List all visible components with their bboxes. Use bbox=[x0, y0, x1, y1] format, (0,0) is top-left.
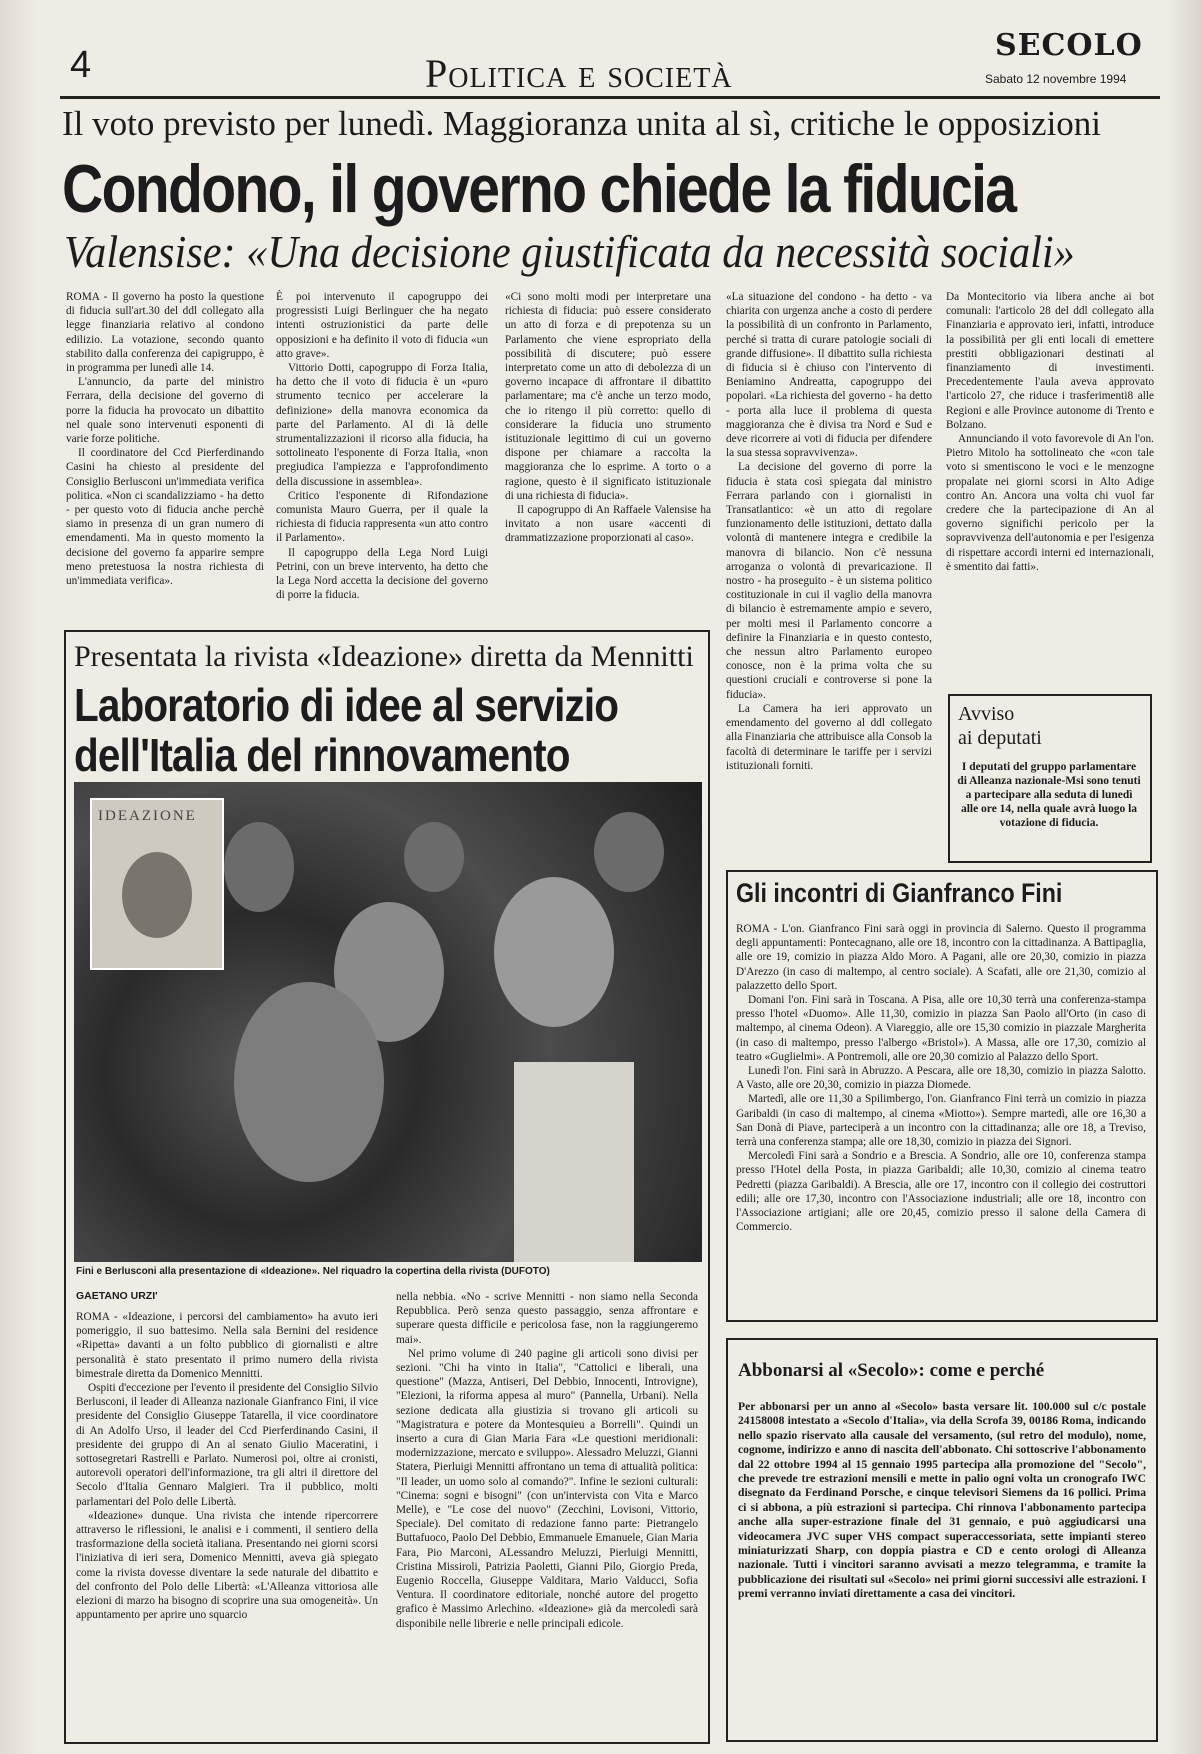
magazine-cover-inset bbox=[90, 798, 224, 970]
abbonarsi-title: Abbonarsi al «Secolo»: come e perché bbox=[738, 1360, 1045, 1381]
avviso-title-line1: Avviso bbox=[958, 703, 1015, 725]
masthead-rule bbox=[60, 96, 1160, 99]
paragraph: L'annuncio, da parte del ministro Ferrara, della decisione del governo di porre la fiducia ha provocato un dibattito nel quale sono intervenuti esponenti di varie forze politiche. bbox=[66, 376, 264, 446]
ideazione-kicker: Presentata la rivista «Ideazione» diretta da Mennitti bbox=[74, 640, 694, 673]
lead-subheadline: Valensise: «Una decisione giustificata da necessità sociali» bbox=[64, 226, 1075, 277]
event-photo bbox=[74, 782, 702, 1262]
fini-text bbox=[736, 922, 1146, 1312]
issue-date: Sabato 12 novembre 1994 bbox=[985, 72, 1127, 86]
paragraph: È poi intervenuto il capogruppo dei progressisti Luigi Berlinguer che ha negato intenti ostruzionistici da parte delle opposizioni e ha definito il voto di fiducia «un atto grave». bbox=[276, 291, 488, 360]
paragraph: Lunedì l'on. Fini sarà in Abruzzo. A Pescara, alle ore 18,30, comizio in piazza Salotto. A Vasto, alle ore 20,30, comizio in piazza Diomede. bbox=[736, 1065, 1146, 1092]
lead-column-2 bbox=[276, 290, 488, 620]
paragraph: Annunciando il voto favorevole di An l'on. Pietro Mitolo ha sottolineato che «con tale voto si smentiscono le voci e le menzogne propalate nei giorni scorsi in Alto Adige contro An. Ancora una volta chi vuol far credere che la partecipazione di An al governo significhi pericolo per la sopravvivenza dell'autonomia e per l'esigenza di rispettare accordi interni ed internazionali, è smentito dai fatti». bbox=[946, 433, 1154, 573]
lead-kicker: Il voto previsto per lunedì. Maggioranza unita al sì, critiche le opposizioni bbox=[62, 104, 1102, 143]
newspaper-logo: SECOLO bbox=[995, 28, 1143, 63]
paragraph: Da Montecitorio via libera anche ai bot comunali: l'articolo 28 del ddl collegato alla Finanziaria e approvato ieri, infatti, introduce la possibilità per gli enti locali di emettere prestiti obbligazionari destinati al finanziamento di investimenti. Precedentemente l'aula aveva approvato l'articolo 27, che riduce i trasferimenti8 alle Regioni e alle Province autonome di Trento e Bolzano. bbox=[946, 291, 1154, 431]
page-number: 4 bbox=[70, 44, 92, 86]
paragraph: Mercoledì Fini sarà a Sondrio e a Brescia. A Sondrio, alle ore 10, conferenza stampa presso l'Hotel della Posta, in piazza Garibaldi; alle 10,30, comizio al cinema teatro Pedretti (piazza Garibaldi). A Brescia, alle ore 17, incontro con il collegio dei costruttori edili; alle ore 17,30, incontro con l'Associazione industriali; alle ore 18, incontro con l'Associazione artigiani; alle ore 20,45, comizio presso il salone della Camera di Commercio. bbox=[736, 1150, 1146, 1234]
paragraph: nella nebbia. «No - scrive Mennitti - non siamo nella Seconda Repubblica. Però senza questo passaggio, senza affrontare e superare questa difficile e pericolosa fase, non la raggiungeremo mai». bbox=[396, 1291, 698, 1346]
paragraph: Critico l'esponente di Rifondazione comunista Mauro Guerra, per il quale la richiesta di fiducia rappresenta «un atto contro il Parlamento». bbox=[276, 489, 488, 545]
lead-column-5 bbox=[946, 290, 1154, 690]
paragraph: ROMA - L'on. Gianfranco Fini sarà oggi in provincia di Salerno. Questo il programma degli appuntamenti: Pontecagnano, alle ore 18, incontro con la cittadinanza. A Battipaglia, alle ore 19, comizio in piazza Aldo Moro. A Pagani, alle ore 20,30, comizio in piazza D'Arezzo (in caso di maltempo, al centro sociale). A Scafati, alle ore 21,30, comizio al palazzetto dello Sport. bbox=[736, 923, 1146, 992]
lead-column-1 bbox=[66, 290, 264, 620]
paragraph: Il coordinatore del Ccd Pierferdinando Casini ha chiesto al presidente del Consiglio Berlusconi un'immediata verifica politica. «Non ci scandalizziamo - ha detto - per questo voto di fiducia anche perchè siamo in presenza di un gran numero di emendamenti. Ma in questo momento la decisione del governo fa apparire sempre meno pretestuosa la nostra richiesta di un'immediata verifica». bbox=[66, 447, 264, 588]
paragraph: La Camera ha ieri approvato un emendamento del governo al ddl collegato alla Finanziaria che attribuisce alla Consob la facoltà di determinare le tariffe per i servizi istituzionali forniti. bbox=[726, 702, 932, 772]
paragraph: «La situazione del condono - ha detto - va chiarita con urgenza anche a costo di perdere la possibilità di un confronto in Parlamento, perché si tratta di curare patologie sociali di grande diffusione». Il dibattito sulla richiesta di fiducia si è chiuso con l'intervento di Beniamino Andreatta, capogruppo dei popolari. «La richiesta del governo - ha detto - porta alla luce il problema di questa maggioranza che è divisa tra Nord e Sud e deve ricorrere ai voti di fiducia per difendere la sua stessa sopravvivenza». bbox=[726, 291, 932, 460]
ideazione-byline: GAETANO URZI' bbox=[76, 1290, 158, 1302]
avviso-title-line2: ai deputati bbox=[958, 727, 1042, 749]
magazine-cover-title: IDEAZIONE bbox=[98, 808, 197, 824]
paragraph: «Ideazione» dunque. Una rivista che intende ripercorrere attraverso le riflessioni, le analisi e i commenti, il sentiero della trasformazione della società italiana. Presentando nei giorni scorsi l'iniziativa di ieri sera, Domenico Mennitti, aveva già spiegato come la rivista dovesse diventare la sede naturale del dibattito e del confronto del Polo delle Libertà: «L'Alleanza vittoriosa alle elezioni di marzo ha bisogno di scoprire una sua omogeneità». Un appuntamento per aprire uno squarcio bbox=[76, 1509, 378, 1622]
ideazione-headline-line1: Laboratorio di idee al servizio bbox=[74, 679, 619, 731]
abbonarsi-body: Per abbonarsi per un anno al «Secolo» basta versare lit. 100.000 sul c/c postale 24158008 intestato a «Secolo d'Italia», via della Scrofa 39, 00186 Roma, indicando nello spazio riservato alla causale del versamento, (sul retro del modulo), nome, cognome, indirizzo e anno di nascita dell'abbonato. Chi sottoscrive l'abbonamento dal 22 ottobre 1994 al 15 gennaio 1995 partecipa alla promozione del "Secolo", che prevede tre estrazioni mensili e mette in palio ogni volta un cronografo IWC disegnato da Ferdinand Porsche, e cinque televisori Siemens da 16 pollici. Prima ci si abbona, a più estrazioni si partecipa. Chi rinnova l'abbonamento partecipa anche alla super-estrazione finale del 31 gennaio, e può aggiudicarsi una videocamera JVC super VHS compact superaccessoriata, sette impianti stereo miniaturizzati Sharp, con doppia piastra e CD e cento orologi di Alleanza nazionale. Tutti i vincitori saranno avvisati a mezzo telegramma, e tramite la pubblicazione dei risultati sul «Secolo» nei primi giorni successivi alle estrazioni. I premi verranno inviati direttamente a casa dei vincitori. bbox=[738, 1400, 1146, 1601]
lead-column-3 bbox=[505, 290, 711, 620]
paragraph: La decisione del governo di porre la fiducia è stata così spiegata dal ministro Ferrara parlando con i giornalisti in Transatlantico: «è un atto di regolare funzionamento delle istituzioni, dettato dalla volontà di mantenere integra e credibile la manovra di bilancio. Non c'è nessuna arroganza o volontà di prevaricazione. Il nostro - ha proseguito - è un sistema politico costituzionale in cui il vaglio della manovra di bilancio è estremamente ampio e severo, per molti mesi il Parlamento concorre a definire la Finanziaria e in questo contesto, che nessun altro Parlamento europeo conosce, non è la prima volta che su questioni cruciali e controverse si pone la fiducia». bbox=[726, 461, 932, 701]
paragraph: Nel primo volume di 240 pagine gli articoli sono divisi per sezioni. "Chi ha vinto in Italia", "Cattolici e liberali, una questione" (Mazza, Antiseri, Del Debbio, Innocenti, Introvigne), "Elezioni, la riforma appesa al muro" (Pannella, Urbani). Nella sezione dedicata alla giustizia si trovano gli articoli su "Magistratura e potere da Montesquieu a Borrelli". Quindi un inserto a cura di Gian Maria Fara «Le questioni meridionali: modernizzazione, mercato e sviluppo». Alessadro Meluzzi, Gianni Statera, Pierluigi Mennitti affrontano un tema di attualità politica: "Il leader, un uomo solo al comando?". Infine le sezioni culturali: "Cinema: sogni e bisogni" (con un'intervista con Vita e Marco Melle), e "Le cose del nuovo" (Zecchini, Lovisoni, Vittorio, Speciale). Del comitato di redazione fanno parte: Pietrangelo Buttafuoco, Paolo Del Debbio, Emmanuele Emanuele, Gian Maria Fara, Pio Marconi, ALessandro Meluzzi, Pierluigi Mennitti, Cristina Missiroli, Patrizia Paoletti, Gianni Pilo, Giorgio Preda, Eugenio Roccella, Giuseppe Valditara, Mario Valducci, Sofia Ventura. Il coordinatore editoriale, nonché autore del progetto grafico è Massimo Arlechino. «Ideazione» già da mercoledì sarà disponibile nelle librerie e nelle principali edicole. bbox=[396, 1347, 698, 1630]
paragraph: ROMA - Il governo ha posto la questione di fiducia sull'art.30 del ddl collegato alla legge finanziaria relativo al condono edilizio. La votazione, secondo quanto stabilito dalla conferenza dei capigruppo, è in programma per lunedì alle 14. bbox=[66, 291, 264, 375]
avviso-body: I deputati del gruppo parlamentare di Alleanza nazionale-Msi sono tenuti a partecipare alla seduta di lunedì alle ore 14, nella quale avrà luogo la votazione di fiducia. bbox=[957, 761, 1141, 829]
paragraph: Il capogruppo della Lega Nord Luigi Petrini, con un breve intervento, ha detto che la Lega Nord accetta la decisione del governo di porre la fiducia. bbox=[276, 546, 488, 602]
section-title: Politica e società bbox=[425, 51, 733, 96]
fini-title: Gli incontri di Gianfranco Fini bbox=[736, 878, 1063, 908]
paragraph: Martedì, alle ore 11,30 a Spilimbergo, l'on. Gianfranco Fini terrà un comizio in piazza Garibaldi (in caso di maltempo, al cinema «Miotto»). Sempre martedì, alle ore 16,30 a San Donà di Piave, parteciperà a un incontro con la cittadinanza; alle ore 18, a Treviso, terrà una conferenza stampa; alle ore 18,30, comizio in piazza dei Signori. bbox=[736, 1093, 1146, 1149]
paragraph: Ospiti d'eccezione per l'evento il presidente del Consiglio Silvio Berlusconi, il leader di Alleanza nazionale Gianfranco Fini, il vice presidente del Consiglio Giuseppe Tatarella, il vice coordinatore di An Adolfo Urso, il leader del Ccd Pierferdinando Casini, il presidente dei gruppo di An al senato Giulio Maceratini, i sottosegretari Rastrelli e Parlato. Numerosi poi, oltre ai cronisti, autorevoli operatori dell'informazione, tra gli altri il direttore del Secolo d'Italia Gennaro Malgieri. Tra il pubblico, molti parlamentari del Polo delle Libertà. bbox=[76, 1382, 378, 1508]
paragraph: «Ci sono molti modi per interpretare una richiesta di fiducia: può essere considerato un atto di forza e di prepotenza su un Parlamento che viene espropriato della possibilità di discutere; può essere interpretato come un atto di debolezza di un governo incapace di affrontare il dibattito parlamentare; ma c'è anche un terzo modo, che io ritengo il più corretto: quello di considerare la fiducia uno strumento istituzionale legittimo di cui un governo dispone per chiamare a raccolta la maggioranza che lo esprime. A torto o a ragione, questo è il significato istituzionale di una richiesta di fiducia». bbox=[505, 291, 711, 502]
lead-column-4 bbox=[726, 290, 932, 860]
photo-caption: Fini e Berlusconi alla presentazione di «Ideazione». Nel riquadro la copertina della rivista (DUFOTO) bbox=[76, 1266, 550, 1277]
ideazione-headline-line2: dell'Italia del rinnovamento bbox=[74, 729, 570, 781]
paragraph: ROMA - «Ideazione, i percorsi del cambiamento» ha avuto ieri pomeriggio, il suo battesimo. Nella sala Bernini del residence «Ripetta» davanti a un folto pubblico di giornalisti e altre personalità è stato presentato il primo numero della rivista bimestrale diretta da Domenico Mennitti. bbox=[76, 1311, 378, 1380]
paragraph: Vittorio Dotti, capogruppo di Forza Italia, ha detto che il voto di fiducia è un «puro strumento tecnico per accelerare la definizione» della manovra economica da parte del Parlamento. Al di là delle strumentalizzazioni il ricorso alla fiducia, ha sottolineato l'esponente di Forza Italia, «non pregiudica l'ampiezza e l'approfondimento della discussione in assemblea». bbox=[276, 362, 488, 488]
paragraph: Domani l'on. Fini sarà in Toscana. A Pisa, alle ore 10,30 terrà una conferenza-stampa presso l'hotel «Duomo». Alle 11,30, comizio in piazza San Paolo all'Orto (in caso di maltempo, al cinema Odeon). A Viareggio, alle ore 15,30 comizio in piazzale Margherita (in caso di maltempo, presso l'albergo «Bristol»). A Massa, alle ore 17,30, comizio al teatro «Guglielmi». A Pontremoli, alle ore 20,30 comizio al Palazzo dello Sport. bbox=[736, 994, 1146, 1063]
paragraph: Il capogruppo di An Raffaele Valensise ha invitato a non usare «accenti di drammatizzazione proporzionati al caso». bbox=[505, 504, 711, 545]
lead-headline: Condono, il governo chiede la fiducia bbox=[62, 151, 1016, 227]
ideazione-column-2 bbox=[396, 1290, 698, 1735]
ideazione-column-1 bbox=[76, 1310, 378, 1735]
